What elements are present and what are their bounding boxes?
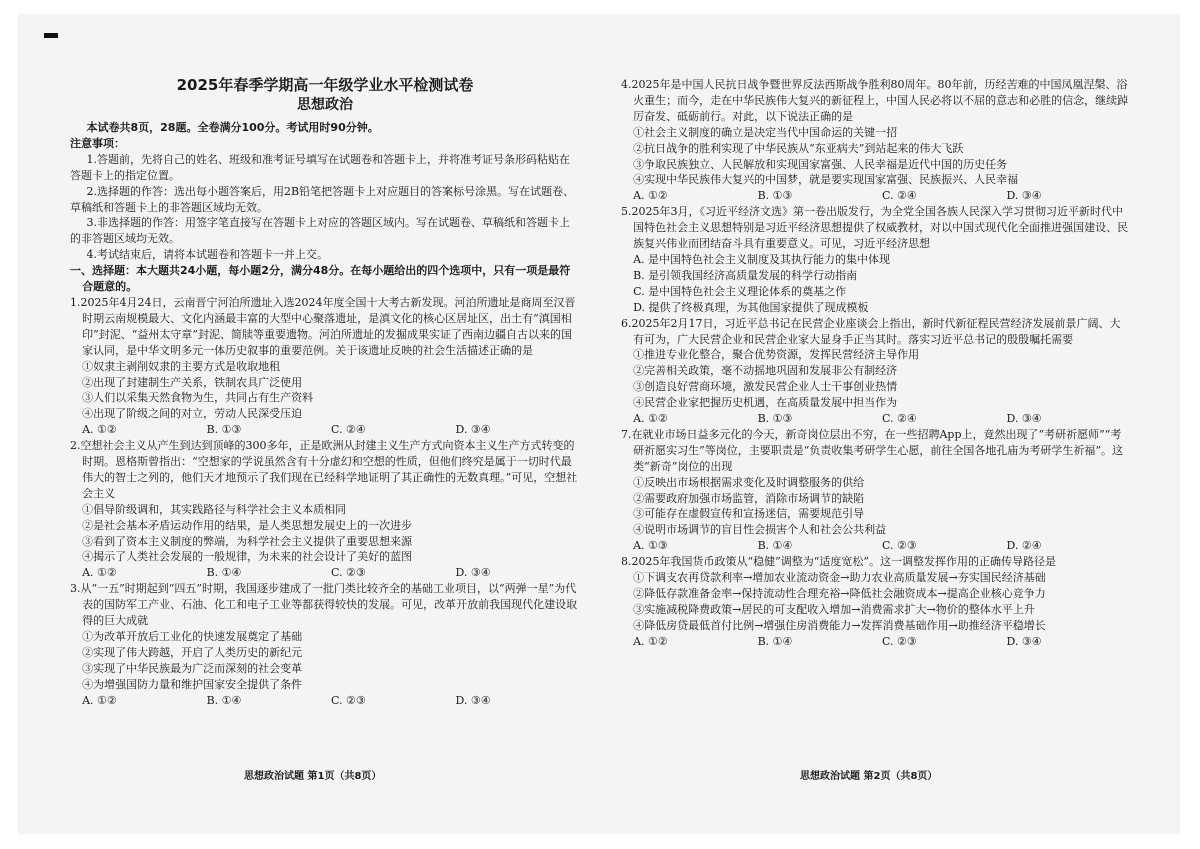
choice-b: B. ①④ xyxy=(206,566,242,580)
page-2-column xyxy=(621,77,1131,650)
choice-c: C. ②④ xyxy=(882,189,917,203)
choice-b: B. ①③ xyxy=(757,189,793,203)
option-line: ②抗日战争的胜利实现了中华民族从“东亚病夫”到站起来的伟大飞跃 xyxy=(633,141,964,155)
choice-d: D. ②④ xyxy=(1006,539,1042,553)
choice-a: A. ①② xyxy=(82,566,117,580)
option-line: ④出现了阶级之间的对立，劳动人民深受压迫 xyxy=(82,407,303,421)
option-line: ①下调支农再贷款利率→增加农业流动资金→助力农业高质量发展→夯实国民经济基础 xyxy=(633,571,1046,585)
option-line: ①反映出市场根据需求变化及时调整服务的供给 xyxy=(633,475,865,489)
choice-d: D. ③④ xyxy=(455,566,491,580)
choice-b: B. ①④ xyxy=(757,634,793,648)
note-item: 3.非选择题的作答：用签字笔直接写在答题卡上对应的答题区域内。写在试题卷、草稿纸和答题卡上的非答题区域均无效。 xyxy=(70,216,570,246)
choice-c: C. ②③ xyxy=(331,566,366,580)
option-line: ②完善相关政策，毫不动摇地巩固和发展非公有制经济 xyxy=(633,364,898,378)
choice-c: C. ②③ xyxy=(882,539,917,553)
note-item: 2.选择题的作答：选出每小题答案后，用2B铅笔把答题卡上对应题目的答案标号涂黑。写在试题卷、草稿纸和答题卡上的非答题区域均无效。 xyxy=(70,184,575,214)
exam-subject: 思想政治 xyxy=(297,97,353,113)
choice-d: D. ③④ xyxy=(1006,634,1042,648)
choice-d: D. ③④ xyxy=(455,693,491,707)
answer-choices xyxy=(70,422,580,438)
option-line: ③看到了资本主义制度的弊端，为科学社会主义提供了重要思想来源 xyxy=(82,534,413,548)
option-line: ①推进专业化整合，聚合优势资源，发挥民营经济主导作用 xyxy=(633,348,920,362)
question-stem: 2.空想社会主义从产生到达到顶峰的300多年，正是欧洲从封建主义生产方式向资本主义生产方式转变的时期。恩格斯曾指出：“空想家的学说虽然含有十分虚幻和空想的性质，但他们终究是属于一切时代最伟大的智士之列的，他们天才地预示了我们现在已经科学地证明了其正确性的无数真理。”可见，空想社会主义 xyxy=(70,439,578,500)
choice-c: C. ②③ xyxy=(882,634,917,648)
option-line: ②实现了伟大跨越，开启了人类历史的新纪元 xyxy=(82,645,303,659)
question-2 xyxy=(70,438,580,581)
question-5 xyxy=(621,204,1131,315)
option-line: ①倡导阶级调和，其实践路径与科学社会主义本质相同 xyxy=(82,502,347,516)
question-4 xyxy=(621,77,1131,204)
choice-c: C. ②④ xyxy=(331,423,366,437)
choice-a: A. ①② xyxy=(82,693,117,707)
question-stem: 5.2025年3月，《习近平经济文选》第一卷出版发行，为全党全国各族人民深入学习贯彻习近平新时代中国特色社会主义思想特别是习近平经济思想提供了权威教材，对以中国式现代化全面推进强国建设、民族复兴伟业而团结奋斗具有重要意义。可见，习近平经济思想 xyxy=(621,205,1129,251)
option-line: ③人们以采集天然食物为生，共同占有生产资料 xyxy=(82,391,314,405)
question-1 xyxy=(70,295,580,438)
choice-b: B. ①③ xyxy=(757,412,793,426)
note-item: 4.考试结束后，请将本试题卷和答题卡一并上交。 xyxy=(86,248,328,262)
choice-d: D. ③④ xyxy=(1006,412,1042,426)
option-line: D. 提供了终极真理，为其他国家提供了现成模板 xyxy=(633,300,869,314)
question-7 xyxy=(621,427,1131,554)
choice-d: D. ③④ xyxy=(1006,189,1042,203)
option-line: A. 是中国特色社会主义制度及其执行能力的集中体现 xyxy=(633,252,891,266)
question-stem: 7.在就业市场日益多元化的今天，新奇岗位层出不穷，在一些招聘App上，竟然出现了“考研祈愿师”“考研祈愿实习生”等岗位，主要职责是“负责收集考研学生心愿，前往全国各地孔庙为考研学生祈福”。这类“新奇”岗位的出现 xyxy=(621,427,1123,473)
option-line: ②出现了封建制生产关系，铁制农具广泛使用 xyxy=(82,375,303,389)
option-line: ④实现中华民族伟大复兴的中国梦，就是要实现国家富强、民族振兴、人民幸福 xyxy=(633,173,1019,187)
notes-heading: 注意事项： xyxy=(70,136,125,150)
answer-choices xyxy=(621,538,1131,554)
option-line: ④说明市场调节的盲目性会损害个人和社会公共利益 xyxy=(633,523,887,537)
choice-c: C. ②③ xyxy=(331,693,366,707)
corner-mark xyxy=(44,33,58,38)
option-line: ③争取民族独立、人民解放和实现国家富强、人民幸福是近代中国的历史任务 xyxy=(633,157,1008,171)
note-item: 1.答题前，先将自己的姓名、班级和准考证号填写在试题卷和答题卡上，并将准考证号条形码粘贴在答题卡上的指定位置。 xyxy=(70,152,570,182)
page-1-column xyxy=(70,76,580,709)
question-8 xyxy=(621,554,1131,649)
question-stem: 4.2025年是中国人民抗日战争暨世界反法西斯战争胜利80周年。80年前，历经苦难的中国凤凰涅槃、浴火重生；而今，走在中华民族伟大复兴的新征程上，中国人民必将以不屈的意志和必胜的信念，继续踔厉奋发、砥砺前行。对此，以下说法正确的是 xyxy=(621,78,1129,123)
option-line: ④为增强国防力量和维护国家安全提供了条件 xyxy=(82,677,303,691)
choice-c: C. ②④ xyxy=(882,412,917,426)
choice-a: A. ①② xyxy=(633,189,668,203)
section-heading: 一、选择题：本大题共24小题，每小题2分，满分48分。在每小题给出的四个选项中，只有一项是最符合题意的。 xyxy=(70,264,571,294)
option-line: ③实现了中华民族最为广泛而深刻的社会变革 xyxy=(82,661,303,675)
option-line: ①社会主义制度的确立是决定当代中国命运的关键一招 xyxy=(633,125,898,139)
option-line: ②需要政府加强市场监管，消除市场调节的缺陷 xyxy=(633,491,865,505)
option-line: ②是社会基本矛盾运动作用的结果，是人类思想发展史上的一次进步 xyxy=(82,518,413,532)
option-line: ②降低存款准备金率→保持流动性合理充裕→降低社会融资成本→提高企业核心竞争力 xyxy=(633,587,1046,600)
answer-choices xyxy=(70,693,580,709)
exam-intro: 本试卷共8页，28题。全卷满分100分。考试用时90分钟。 xyxy=(86,121,379,134)
answer-choices xyxy=(70,565,580,581)
question-3 xyxy=(70,581,580,708)
choice-a: A. ①③ xyxy=(633,539,668,553)
answer-choices xyxy=(621,411,1131,427)
option-line: ③实施减税降费政策→居民的可支配收入增加→消费需求扩大→物价的整体水平上升 xyxy=(633,602,1035,616)
option-line: ④民营企业家把握历史机遇，在高质量发展中担当作为 xyxy=(633,396,898,410)
choice-d: D. ③④ xyxy=(455,423,491,437)
exam-title: 2025年春季学期高一年级学业水平检测试卷 xyxy=(176,76,474,94)
option-line: ④降低房贷最低首付比例→增强住房消费能力→发挥消费基础作用→助推经济平稳增长 xyxy=(633,618,1046,632)
choice-a: A. ①② xyxy=(633,412,668,426)
choice-a: A. ①② xyxy=(633,634,668,648)
option-line: ③可能存在虚假宣传和宣扬迷信，需要规范引导 xyxy=(633,507,865,521)
choice-a: A. ①② xyxy=(82,423,117,437)
choice-b: B. ①④ xyxy=(757,539,793,553)
question-stem: 1.2025年4月24日，云南晋宁河泊所遗址入选2024年度全国十大考古新发现。河泊所遗址是商周至汉晋时期云南规模最大、文化内涵最丰富的大型中心聚落遗址，是滇文化的核心区居址区，出土有“滇国相印”封泥、“益州太守章”封泥、简牍等重要遗物。河泊所遗址的发掘成果实证了西南边疆自古以来的国家认同，是中华文明多元一体历史叙事的重要范例。关于该遗址反映的社会生活描述正确的是 xyxy=(70,295,576,357)
question-stem: 8.2025年我国货币政策从“稳健”调整为“适度宽松”。这一调整发挥作用的正确传导路径是 xyxy=(621,555,1056,569)
page-1-footer: 思想政治试题 第1页（共8页） xyxy=(244,771,382,782)
option-line: ③创造良好营商环境，激发民营企业人士干事创业热情 xyxy=(633,380,898,394)
answer-choices xyxy=(621,634,1131,650)
option-line: B. 是引领我国经济高质量发展的科学行动指南 xyxy=(633,268,858,282)
option-line: C. 是中国特色社会主义理论体系的奠基之作 xyxy=(633,284,847,298)
question-stem: 3.从“一五”时期起到“四五”时期，我国逐步建成了一批门类比较齐全的基础工业项目，以“两弹一星”为代表的国防军工产业、石油、化工和电子工业等都获得较快的发展。可见，改革开放前我国现代化建设取得的巨大成就 xyxy=(70,582,578,628)
option-line: ①为改革开放后工业化的快速发展奠定了基础 xyxy=(82,630,303,643)
option-line: ①奴隶主剥削奴隶的主要方式是收取地租 xyxy=(82,359,281,373)
question-stem: 6.2025年2月17日，习近平总书记在民营企业座谈会上指出，新时代新征程民营经济发展前景广阔、大有可为，广大民营企业和民营企业家大显身手正当其时。落实习近平总书记的殷殷嘱托需要 xyxy=(621,316,1121,346)
answer-choices xyxy=(621,188,1131,204)
question-6 xyxy=(621,316,1131,427)
page-2-footer: 思想政治试题 第2页（共8页） xyxy=(800,771,938,782)
choice-b: B. ①③ xyxy=(206,423,242,437)
option-line: ④揭示了人类社会发展的一般规律，为未来的社会设计了美好的蓝图 xyxy=(82,550,413,564)
choice-b: B. ①④ xyxy=(206,693,242,707)
